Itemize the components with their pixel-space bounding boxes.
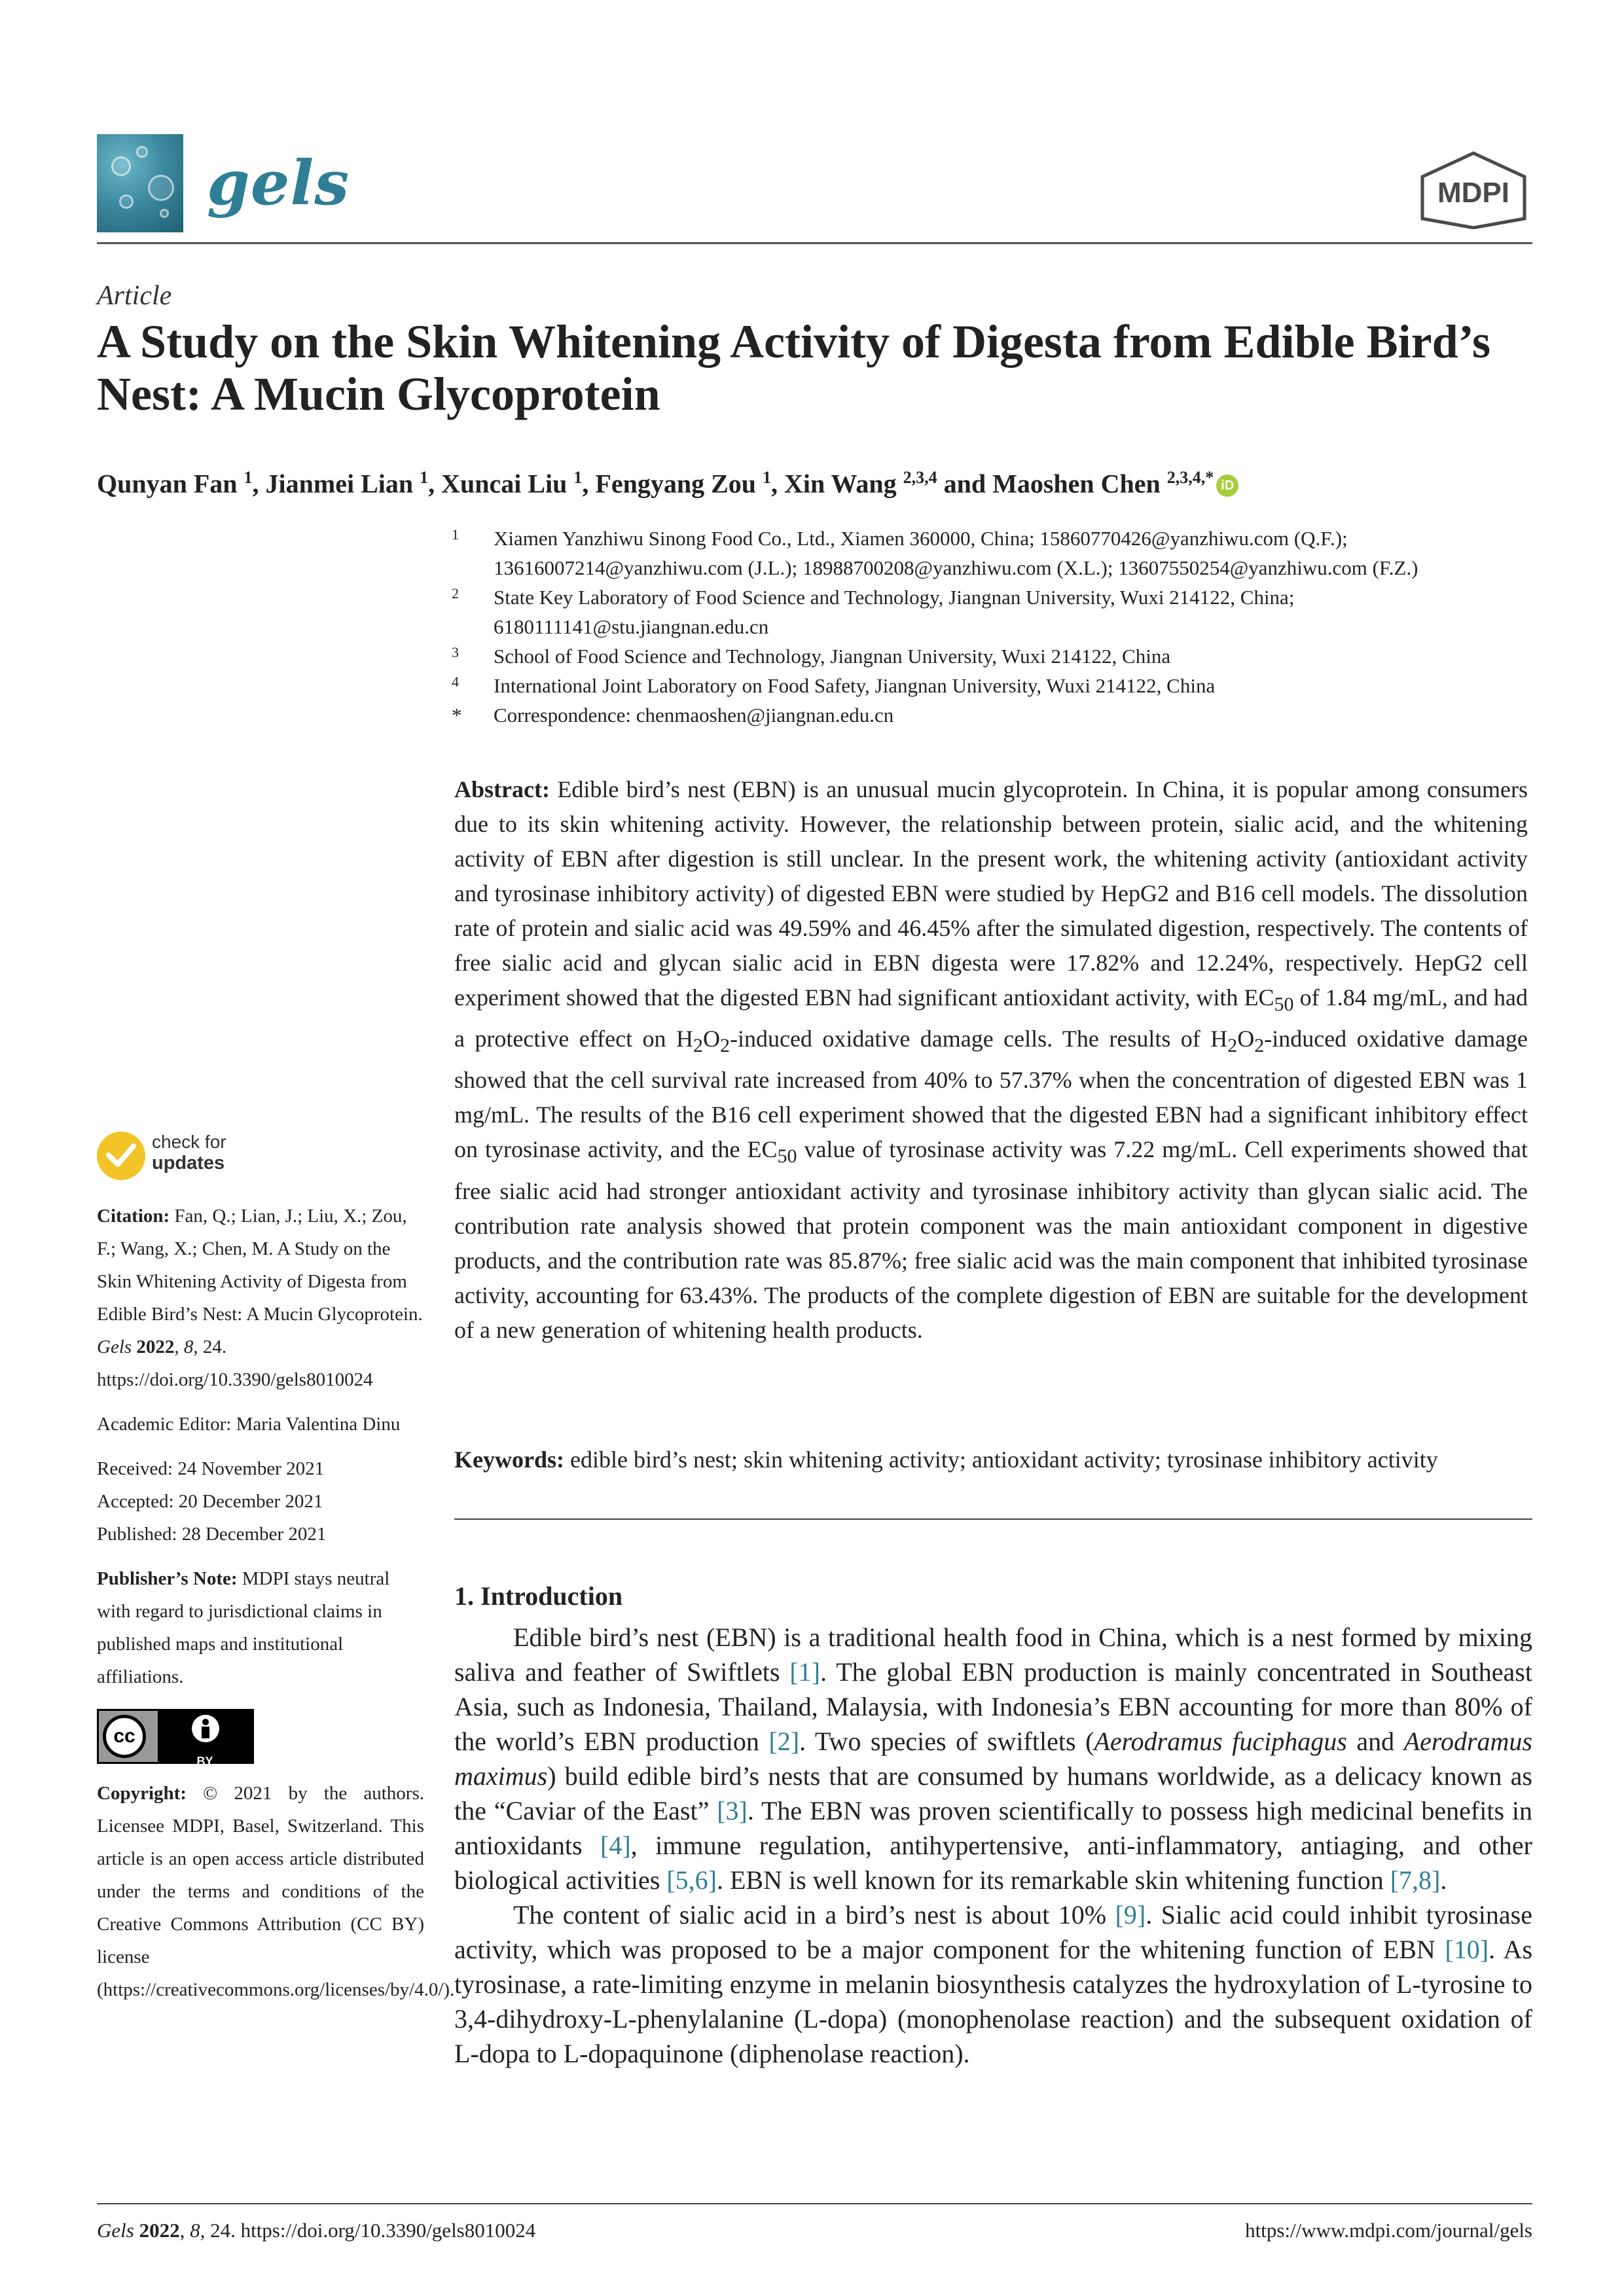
affiliation-mark: 2 xyxy=(452,585,459,601)
sidebar xyxy=(97,1129,455,2018)
subscript: 2 xyxy=(1227,1035,1238,1057)
citation-link[interactable]: [9] xyxy=(1115,1900,1146,1929)
author-list: Qunyan Fan $^1$, Jianmei Lian $^1$, Xuncai Liu $^1$, Fengyang Zou $^1$, Xin Wang $^{2,3,4}$ and Maoshen Chen $^{2,3,4,*}$ iD xyxy=(97,468,1238,499)
received-date: Received: 24 November 2021 xyxy=(97,1458,325,1479)
paragraph xyxy=(454,1620,1532,1897)
header-divider xyxy=(97,242,1532,244)
journal-header xyxy=(97,134,1532,242)
text-run: . The EBN was proven scientifically to possess high medicinal benefits in antioxidants xyxy=(454,1796,1532,1860)
journal-logo-image xyxy=(97,134,183,232)
publisher-note-text: MDPI stays neutral with regard to jurisdictional claims in published maps and institutional affiliations. xyxy=(97,1568,390,1687)
citation-journal: Gels xyxy=(97,1336,132,1357)
accepted-date: Accepted: 20 December 2021 xyxy=(97,1491,323,1512)
abstract-label: Abstract: xyxy=(454,776,550,802)
section-divider xyxy=(454,1518,1532,1520)
text-run: -phenylalanine ( xyxy=(628,2004,803,2034)
text-run: . Two species of swiftlets ( xyxy=(799,1727,1094,1756)
text-run: ) build edible bird’s nests that are consumed by humans worldwide, as a delicacy known as the “Caviar of the East” xyxy=(454,1761,1532,1825)
copyright-block xyxy=(97,1777,455,2006)
citation-link[interactable]: [4] xyxy=(600,1831,631,1860)
citation-link[interactable]: [7,8] xyxy=(1390,1865,1441,1895)
article-title: A Study on the Skin Whitening Activity of Digesta from Edible Bird’s Nest: A Mucin Glycoprotein xyxy=(97,315,1490,420)
citation-link[interactable]: [5,6] xyxy=(666,1865,717,1895)
footer-journal: Gels xyxy=(97,2219,134,2242)
footer-journal-url[interactable]: https://www.mdpi.com/journal/gels xyxy=(1245,2219,1532,2242)
author-affiliation-mark: 2,3,4 xyxy=(903,468,937,487)
check-updates-line2: updates xyxy=(152,1153,225,1174)
author-affiliation-mark: 1 xyxy=(763,468,772,487)
subscript: 50 xyxy=(1274,994,1294,1016)
orcid-icon[interactable]: iD xyxy=(1216,475,1238,497)
abstract-text: -induced oxidative damage showed that the cell survival rate increased from 40% to 57.37% when the concentration of digested EBN was 1 mg/mL. The results of the B16 cell experiment showed that the digested EBN had a significant inhibitory effect on tyrosinase activity, and the EC xyxy=(454,1026,1528,1163)
footer-volume: 8 xyxy=(190,2219,200,2242)
author-affiliation-mark: 2,3,4,* xyxy=(1166,468,1214,487)
text-run: L xyxy=(612,2004,628,2034)
abstract-text: of 1.84 mg/mL, and had a protective effect on H xyxy=(454,984,1528,1052)
correspondence-text[interactable]: Correspondence: chenmaoshen@jiangnan.edu.cn xyxy=(494,704,894,726)
citation-volume: 8 xyxy=(183,1336,194,1357)
introduction-body xyxy=(454,1620,1532,2071)
academic-editor: Academic Editor: Maria Valentina Dinu xyxy=(97,1414,401,1435)
published-date: Published: 28 December 2021 xyxy=(97,1524,327,1545)
species-name: Aerodramus maximus xyxy=(454,1727,1532,1791)
keywords xyxy=(454,1443,1541,1476)
person-icon xyxy=(192,1715,219,1742)
keywords-text: edible bird’s nest; skin whitening activity; antioxidant activity; tyrosinase inhibitory activity xyxy=(569,1446,1438,1473)
citation-year: 2022 xyxy=(136,1336,175,1357)
text-run: L xyxy=(454,2039,471,2068)
author-affiliation-mark: 1 xyxy=(244,468,253,487)
text-run: -dopa) (monophenolase reaction) and the subsequent oxidation of xyxy=(818,2004,1533,2034)
citation-text: Fan, Q.; Lian, J.; Liu, X.; Zou, F.; Wang, X.; Chen, M. A Study on the Skin Whitening Activity of Digesta from Edible Bird’s Nest: A Mucin Glycoprotein. xyxy=(97,1206,423,1325)
text-run: Edible bird’s nest (EBN) is a traditional health food in China, which is a nest formed by mixing saliva and feather of Swiftlets xyxy=(454,1623,1532,1687)
abstract-text: -induced oxidative damage cells. The results of H xyxy=(729,1026,1228,1052)
affiliation-mark: 1 xyxy=(452,526,459,543)
check-updates-line1: check for xyxy=(152,1132,226,1152)
paragraph xyxy=(454,1897,1532,2071)
footer-doi[interactable]: , 24. https://doi.org/10.3390/gels8010024 xyxy=(200,2219,536,2242)
subscript: 2 xyxy=(1254,1035,1265,1057)
affiliation-item xyxy=(452,700,1538,730)
affiliation-item xyxy=(452,524,1538,583)
cc-by-label: BY xyxy=(196,1755,213,1768)
abstract-text: Edible bird’s nest (EBN) is an unusual mucin glycoprotein. In China, it is popular among consumers due to its skin whitening activity. However, the relationship between protein, sialic acid, and the whitening activity of EBN after digestion is still unclear. In the present work, the whitening activity (antioxidant activity and tyrosinase inhibitory activity) of digested EBN were studied by HepG2 and B16 cell models. The dissolution rate of protein and sialic acid was 49.59% and 46.45% after the simulated digestion, respectively. The contents of free sialic acid and glycan sialic acid in EBN digesta were 17.82% and 12.24%, respectively. HepG2 cell experiment showed that the digested EBN had significant antioxidant activity, with EC xyxy=(454,776,1528,1011)
article-type: Article xyxy=(97,281,172,311)
text-run: . Sialic acid could inhibit tyrosinase activity, which was proposed to be a major component for the whitening function of EBN xyxy=(454,1900,1532,1964)
author-name[interactable]: Xin Wang xyxy=(784,469,897,499)
species-name: Aerodramus fuciphagus xyxy=(1094,1727,1347,1756)
affiliations xyxy=(452,524,1538,730)
keywords-label: Keywords: xyxy=(454,1446,564,1473)
copyright-text: © 2021 by the authors. Licensee MDPI, Basel, Switzerland. This article is an open access article distributed under the terms and conditions of the Creative Commons Attribution (CC BY) license (https://creativecommons.org/licenses/by/4.0/). xyxy=(97,1783,455,2000)
subscript: 2 xyxy=(693,1035,703,1057)
citation-link[interactable]: [2] xyxy=(768,1727,800,1756)
check-updates-icon xyxy=(97,1132,145,1180)
citation-link[interactable]: [1] xyxy=(789,1657,820,1687)
cc-icon: cc xyxy=(103,1715,146,1758)
author-name[interactable]: Maoshen Chen xyxy=(992,469,1161,499)
cc-by-license-badge[interactable] xyxy=(97,1709,254,1768)
text-run: L xyxy=(803,2004,819,2034)
text-run: -dopaquinone (diphenolase reaction). xyxy=(579,2039,970,2068)
text-run: . xyxy=(1440,1865,1447,1895)
author-name[interactable]: Xuncai Liu xyxy=(441,469,568,499)
subscript: 2 xyxy=(719,1035,730,1057)
publisher-note-label: Publisher’s Note: xyxy=(97,1568,238,1589)
text-run: , immune regulation, antihypertensive, anti-inflammatory, antiaging, and other biological activities xyxy=(454,1831,1532,1895)
affiliation-item xyxy=(452,583,1538,641)
text-run: L xyxy=(1396,1969,1413,1999)
abstract-text: value of tyrosinase activity was 7.22 mg/mL. Cell experiments showed that free sialic acid had stronger antioxidant activity and tyrosinase inhibitory activity than glycan sialic acid. The contribution rate analysis showed that protein component was the main antioxidant component in digestive products, and the contribution rate was 85.87%; free sialic acid was the main component that inhibited tyrosinase activity, accounting for 63.43%. The products of the complete digestion of EBN are suitable for the development of a new generation of whitening health products. xyxy=(454,1136,1528,1343)
affiliation-mark: 3 xyxy=(452,644,459,660)
affiliation-text: School of Food Science and Technology, Jiangnan University, Wuxi 214122, China xyxy=(494,645,1171,668)
citation-label: Citation: xyxy=(97,1206,170,1227)
author-name[interactable]: Qunyan Fan xyxy=(97,469,238,499)
publisher-logo-text: MDPI xyxy=(1437,177,1509,209)
affiliation-mark: 4 xyxy=(452,673,459,690)
text-run: -tyrosine to 3,4-dihydroxy- xyxy=(454,1969,1532,2034)
author-affiliation-mark: 1 xyxy=(573,468,583,487)
journal-name[interactable]: gels xyxy=(207,147,350,219)
footer-divider xyxy=(97,2203,1532,2204)
text-run: -dopa to xyxy=(470,2039,564,2068)
publisher-note xyxy=(97,1562,424,1693)
copyright-label: Copyright: xyxy=(97,1783,187,1804)
footer-year: 2022 xyxy=(139,2219,180,2242)
citation-link[interactable]: [10] xyxy=(1445,1935,1489,1964)
citation-doi[interactable]: , 24. https://doi.org/10.3390/gels8010024 xyxy=(97,1336,373,1390)
affiliation-text: International Joint Laboratory on Food Safety, Jiangnan University, Wuxi 214122, China xyxy=(494,674,1216,697)
affiliation-item xyxy=(452,641,1538,671)
affiliation-text: State Key Laboratory of Food Science and Technology, Jiangnan University, Wuxi 214122, China; 6180111141@stu.jiangnan.edu.cn xyxy=(494,586,1295,638)
text-run: and xyxy=(1346,1727,1404,1756)
author-name[interactable]: Fengyang Zou xyxy=(595,469,757,499)
attribution-icon xyxy=(158,1711,252,1768)
text-run: L xyxy=(563,2039,580,2068)
author-affiliation-mark: 1 xyxy=(420,468,429,487)
section-heading-introduction: 1. Introduction xyxy=(454,1581,623,1611)
subscript: 50 xyxy=(777,1145,797,1168)
publisher-logo[interactable] xyxy=(1415,151,1532,229)
abstract-text: O xyxy=(702,1026,720,1052)
abstract-text: O xyxy=(1237,1026,1255,1052)
text-run: The content of sialic acid in a bird’s nest is about 10% xyxy=(513,1900,1115,1929)
check-updates-text xyxy=(152,1132,226,1174)
check-for-updates-badge[interactable] xyxy=(97,1129,424,1188)
abstract xyxy=(454,772,1528,1348)
text-run: . As tyrosinase, a rate-limiting enzyme in melanin biosynthesis catalyzes the hydroxylation of xyxy=(454,1935,1533,1999)
citation-link[interactable]: [3] xyxy=(717,1796,748,1825)
affiliation-text: Xiamen Yanzhiwu Sinong Food Co., Ltd., Xiamen 360000, China; 15860770426@yanzhiwu.com (Q.F.); 13616007214@yanzhiwu.com (J.L.); 18988700208@yanzhiwu.com (X.L.); 13607550254@yanzhiwu.com (F.Z.) xyxy=(494,527,1418,579)
affiliation-mark: * xyxy=(452,704,462,726)
citation-block: Citation: Fan, Q.; Lian, J.; Liu, X.; Zou, F.; Wang, X.; Chen, M. A Study on the Skin Whitening Activity of Digesta from Edible Bird’s Nest: A Mucin Glycoprotein. Gels 2022, 8, 24. https://doi.org/10.3390/gels8010024 xyxy=(97,1206,423,1390)
dates-block xyxy=(97,1452,424,1551)
author-name[interactable]: Jianmei Lian xyxy=(265,469,414,499)
affiliation-item xyxy=(452,671,1538,700)
footer-citation: Gels 2022, 8, 24. https://doi.org/10.3390/gels8010024 xyxy=(97,2219,536,2242)
text-run: . The global EBN production is mainly concentrated in Southeast Asia, such as Indonesia, Thailand, Malaysia, with Indonesia’s EBN accounting for more than 80% of the world’s EBN production xyxy=(454,1657,1532,1756)
text-run: . EBN is well known for its remarkable skin whitening function xyxy=(717,1865,1390,1895)
